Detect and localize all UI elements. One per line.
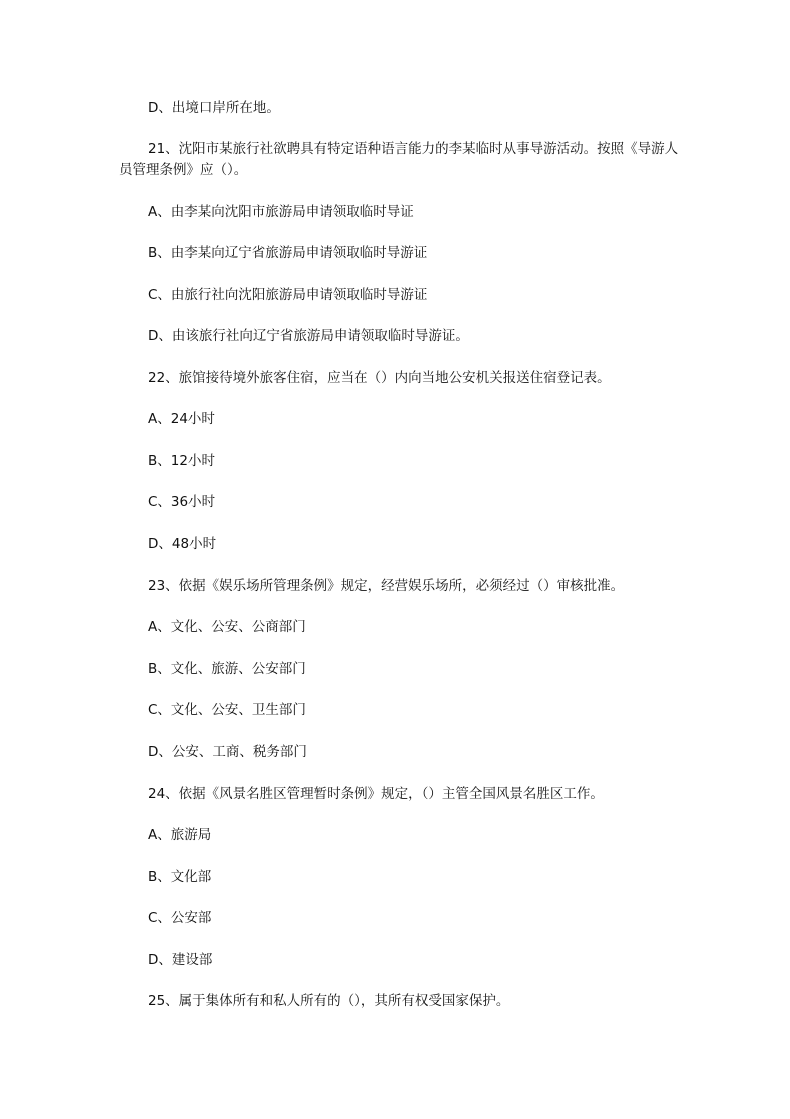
option-a-q21: A、由李某向沈阳市旅游局申请领取临时导证 — [148, 204, 414, 220]
option-d-q20: D、出境口岸所在地。 — [148, 100, 280, 116]
option-d-q23: D、公安、工商、税务部门 — [148, 744, 307, 760]
option-d-q24: D、建设部 — [148, 952, 213, 968]
option-a-q23: A、文化、公安、公商部门 — [148, 619, 306, 635]
option-b-q24: B、文化部 — [148, 869, 212, 885]
question-23: 23、依据《娱乐场所管理条例》规定，经营娱乐场所，必须经过（）审核批准。 — [148, 578, 625, 594]
question-21: 21、沈阳市某旅行社欲聘具有特定语种语言能力的李某临时从事导游活动。按照《导游人员管理条例》应（）。 — [119, 141, 679, 178]
option-c-q24: C、公安部 — [148, 910, 212, 926]
option-d-q21: D、由该旅行社向辽宁省旅游局申请领取临时导游证。 — [148, 328, 469, 344]
option-b-q21: B、由李某向辽宁省旅游局申请领取临时导游证 — [148, 245, 428, 261]
option-a-q22: A、24小时 — [148, 411, 215, 427]
option-c-q23: C、文化、公安、卫生部门 — [148, 702, 306, 718]
question-22: 22、旅馆接待境外旅客住宿，应当在（）内向当地公安机关报送住宿登记表。 — [148, 370, 611, 386]
option-a-q24: A、旅游局 — [148, 827, 212, 843]
question-25: 25、属于集体所有和私人所有的（），其所有权受国家保护。 — [148, 993, 510, 1009]
option-b-q22: B、12小时 — [148, 453, 215, 469]
option-d-q22: D、48小时 — [148, 536, 217, 552]
option-c-q22: C、36小时 — [148, 494, 216, 510]
question-24: 24、依据《风景名胜区管理暂时条例》规定，（）主管全国风景名胜区工作。 — [148, 786, 604, 802]
option-c-q21: C、由旅行社向沈阳旅游局申请领取临时导游证 — [148, 287, 428, 303]
option-b-q23: B、文化、旅游、公安部门 — [148, 661, 306, 677]
